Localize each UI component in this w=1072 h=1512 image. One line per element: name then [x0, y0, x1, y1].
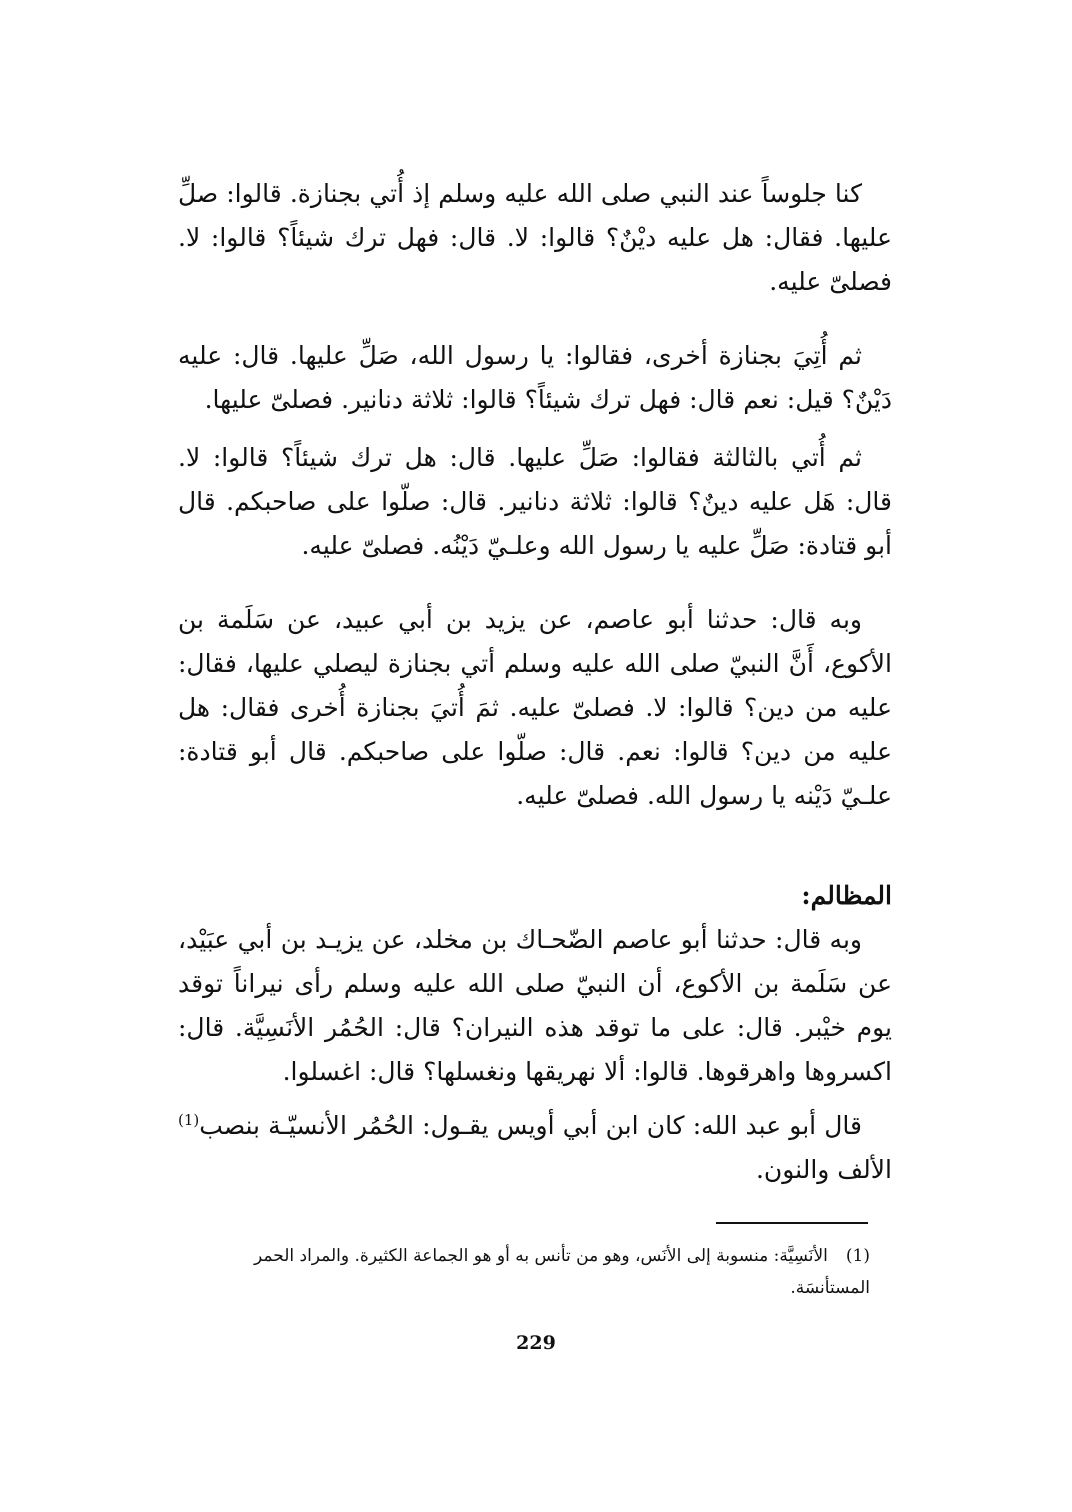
paragraph-1: كنا جلوساً عند النبي صلى الله عليه وسلم إذ أُتي بجنازة. قالوا: صلِّ عليها. فقال: هل عليه ديْنٌ؟ قالوا: لا. قال: فهل ترك شيئاً؟ قالوا: لا. فصلىّ عليه.: [178, 179, 892, 296]
page-number: 229: [516, 1332, 556, 1354]
text-block-lower: [178, 918, 892, 1192]
paragraph-4: وبه قال: حدثنا أبو عاصم، عن يزيد بن أبي عبيد، عن سَلَمة بن الأكوع، أَنَّ النبيّ صلى الله عليه وسلم أتي بجنازة ليصلي عليها، فقال: عليه من دين؟ قالوا: لا. فصلىّ عليه. ثمَ أُتيَ بجنازة أُخرى فقال: هل عليه من دين؟ قالوا: نعم. قال: صلّوا على صاحبكم. قال أبو قتادة: علـيّ دَيْنه يا رسول الله. فصلىّ عليه.: [178, 605, 892, 810]
footnote-number: (1): [845, 1246, 870, 1266]
footnote-divider: [716, 1222, 868, 1224]
paragraph-6-text: قال أبو عبد الله: كان ابن أبي أويس يقـول: الحُمُر الأنسيّـة بنصب: [199, 1111, 862, 1140]
text-block-upper: [178, 172, 892, 818]
paragraph-3: ثم أُتي بالثالثة فقالوا: صَلِّ عليها. قال: هل ترك شيئاً؟ قالوا: لا. قال: هَل عليه دينٌ؟ قالوا: ثلاثة دنانير. قال: صلّوا على صاحبكم. قال أبو قتادة: صَلِّ عليه يا رسول الله وعلـيّ دَيْنُه. فصلىّ عليه.: [178, 443, 892, 560]
footnote-text: الأنَسِيَّة: منسوبة إلى الأنَس، وهو من تأنس به أو هو الجماعة الكثيرة. والمراد الحمر المستأنسَة.: [254, 1246, 870, 1298]
footnote-reference: (1): [178, 1111, 200, 1129]
section-heading: المظالم:: [801, 881, 892, 910]
paragraph-6-text-end: الألف والنون.: [755, 1155, 892, 1184]
paragraph-2: ثم أُتِيَ بجنازة أخرى، فقالوا: يا رسول الله، صَلِّ عليها. قال: عليه دَيْنٌ؟ قيل: نعم قال: فهل ترك شيئاً؟ قالوا: ثلاثة دنانير. فصلىّ عليها.: [178, 341, 892, 414]
paragraph-5: وبه قال: حدثنا أبو عاصم الضّحـاك بن مخلد، عن يزيـد بن أبي عبَيْد، عن سَلَمة بن الأكوع، أن النبيّ صلى الله عليه وسلم رأى نيراناً توقد يوم خيْبر. قال: على ما توقد هذه النيران؟ قال: الحُمُر الأنَسِيَّة. قال: اكسروها واهرقوها. قالوا: ألا نهريقها ونغسلها؟ قال: اغسلوا.: [178, 925, 892, 1086]
footnote: [178, 1240, 870, 1304]
paragraph-6: [178, 1104, 892, 1192]
